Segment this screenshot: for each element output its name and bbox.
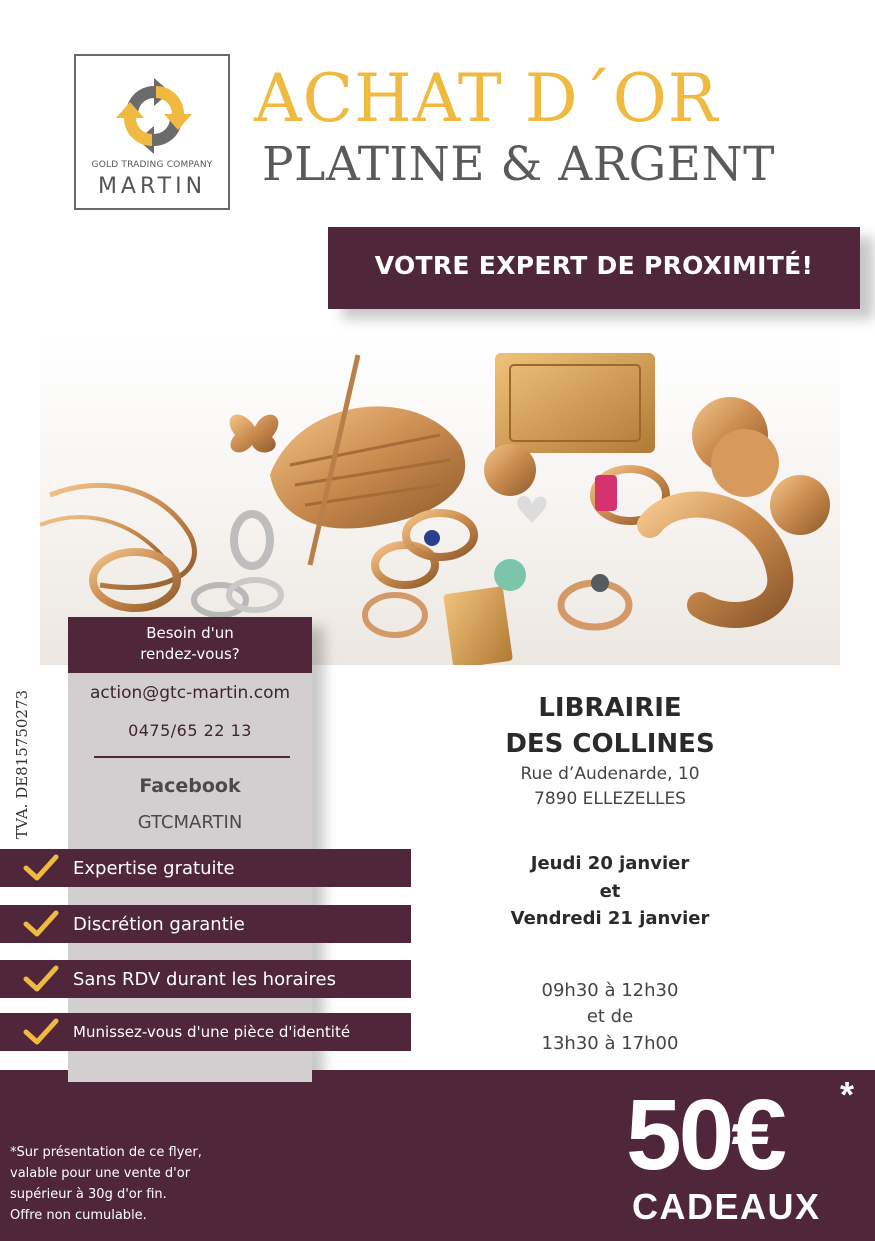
contact-phone[interactable]: 0475/65 22 13 xyxy=(128,721,252,740)
check-icon xyxy=(22,1017,60,1047)
logo-company-text: GOLD TRADING COMPANY xyxy=(91,160,213,170)
check-icon xyxy=(22,853,60,883)
fine-print xyxy=(10,1142,202,1226)
contact-header-line2: rendez-vous? xyxy=(140,645,240,663)
fine-print-line: Offre non cumulable. xyxy=(10,1208,147,1223)
venue-city: 7890 ELLEZELLES xyxy=(534,789,686,809)
date-first: Jeudi 20 janvier xyxy=(530,853,690,874)
contact-header xyxy=(68,617,312,673)
facebook-label: Facebook xyxy=(139,775,241,797)
check-item-4 xyxy=(0,1013,411,1051)
expert-banner xyxy=(328,227,860,309)
tva-number: TVA. DE815750273 xyxy=(13,689,31,839)
check-item-label: Munissez-vous d'une pièce d'identité xyxy=(73,1023,351,1041)
recycle-arrows-icon xyxy=(116,78,192,154)
company-logo xyxy=(74,54,230,210)
offer-label: CADEAUX xyxy=(632,1186,821,1227)
contact-email[interactable]: action@gtc-martin.com xyxy=(89,683,291,703)
offer-asterisk: * xyxy=(840,1074,855,1115)
venue-name-line2: DES COLLINES xyxy=(505,729,715,759)
offer-amount: 50€ xyxy=(626,1079,784,1191)
check-icon xyxy=(22,909,60,939)
contact-divider xyxy=(94,756,290,758)
date-second: Vendredi 21 janvier xyxy=(510,908,710,929)
check-item-1 xyxy=(0,849,411,887)
venue-name-line1: LIBRAIRIE xyxy=(538,693,682,723)
check-item-label: Expertise gratuite xyxy=(73,858,235,879)
contact-box-overlap xyxy=(68,1070,312,1082)
hours-join: et de xyxy=(586,1006,634,1027)
check-icon xyxy=(22,964,60,994)
date-join: et xyxy=(599,881,621,902)
venue-street: Rue d’Audenarde, 10 xyxy=(520,764,700,784)
contact-header-line1: Besoin d'un xyxy=(146,624,234,642)
headline-gold: ACHAT D´OR xyxy=(254,60,719,137)
fine-print-line: valable pour une vente d'or xyxy=(10,1166,191,1181)
headline-metals: PLATINE & ARGENT xyxy=(262,137,775,192)
logo-name-text: MARTIN xyxy=(97,174,207,199)
hours-morning: 09h30 à 12h30 xyxy=(541,980,679,1001)
contact-header-text xyxy=(68,623,312,665)
hours-afternoon: 13h30 à 17h00 xyxy=(541,1033,679,1054)
jewelry-photo xyxy=(40,335,840,665)
check-item-label: Sans RDV durant les horaires xyxy=(73,969,336,990)
facebook-handle[interactable]: GTCMARTIN xyxy=(137,812,243,833)
check-item-2 xyxy=(0,905,411,943)
fine-print-line: *Sur présentation de ce flyer, xyxy=(10,1145,202,1160)
expert-banner-text: VOTRE EXPERT DE PROXIMITÉ! xyxy=(374,251,814,280)
check-item-label: Discrétion garantie xyxy=(73,914,245,935)
jewelry-illustration xyxy=(40,335,840,665)
check-item-3 xyxy=(0,960,411,998)
fine-print-line: supérieur à 30g d'or fin. xyxy=(10,1187,167,1202)
